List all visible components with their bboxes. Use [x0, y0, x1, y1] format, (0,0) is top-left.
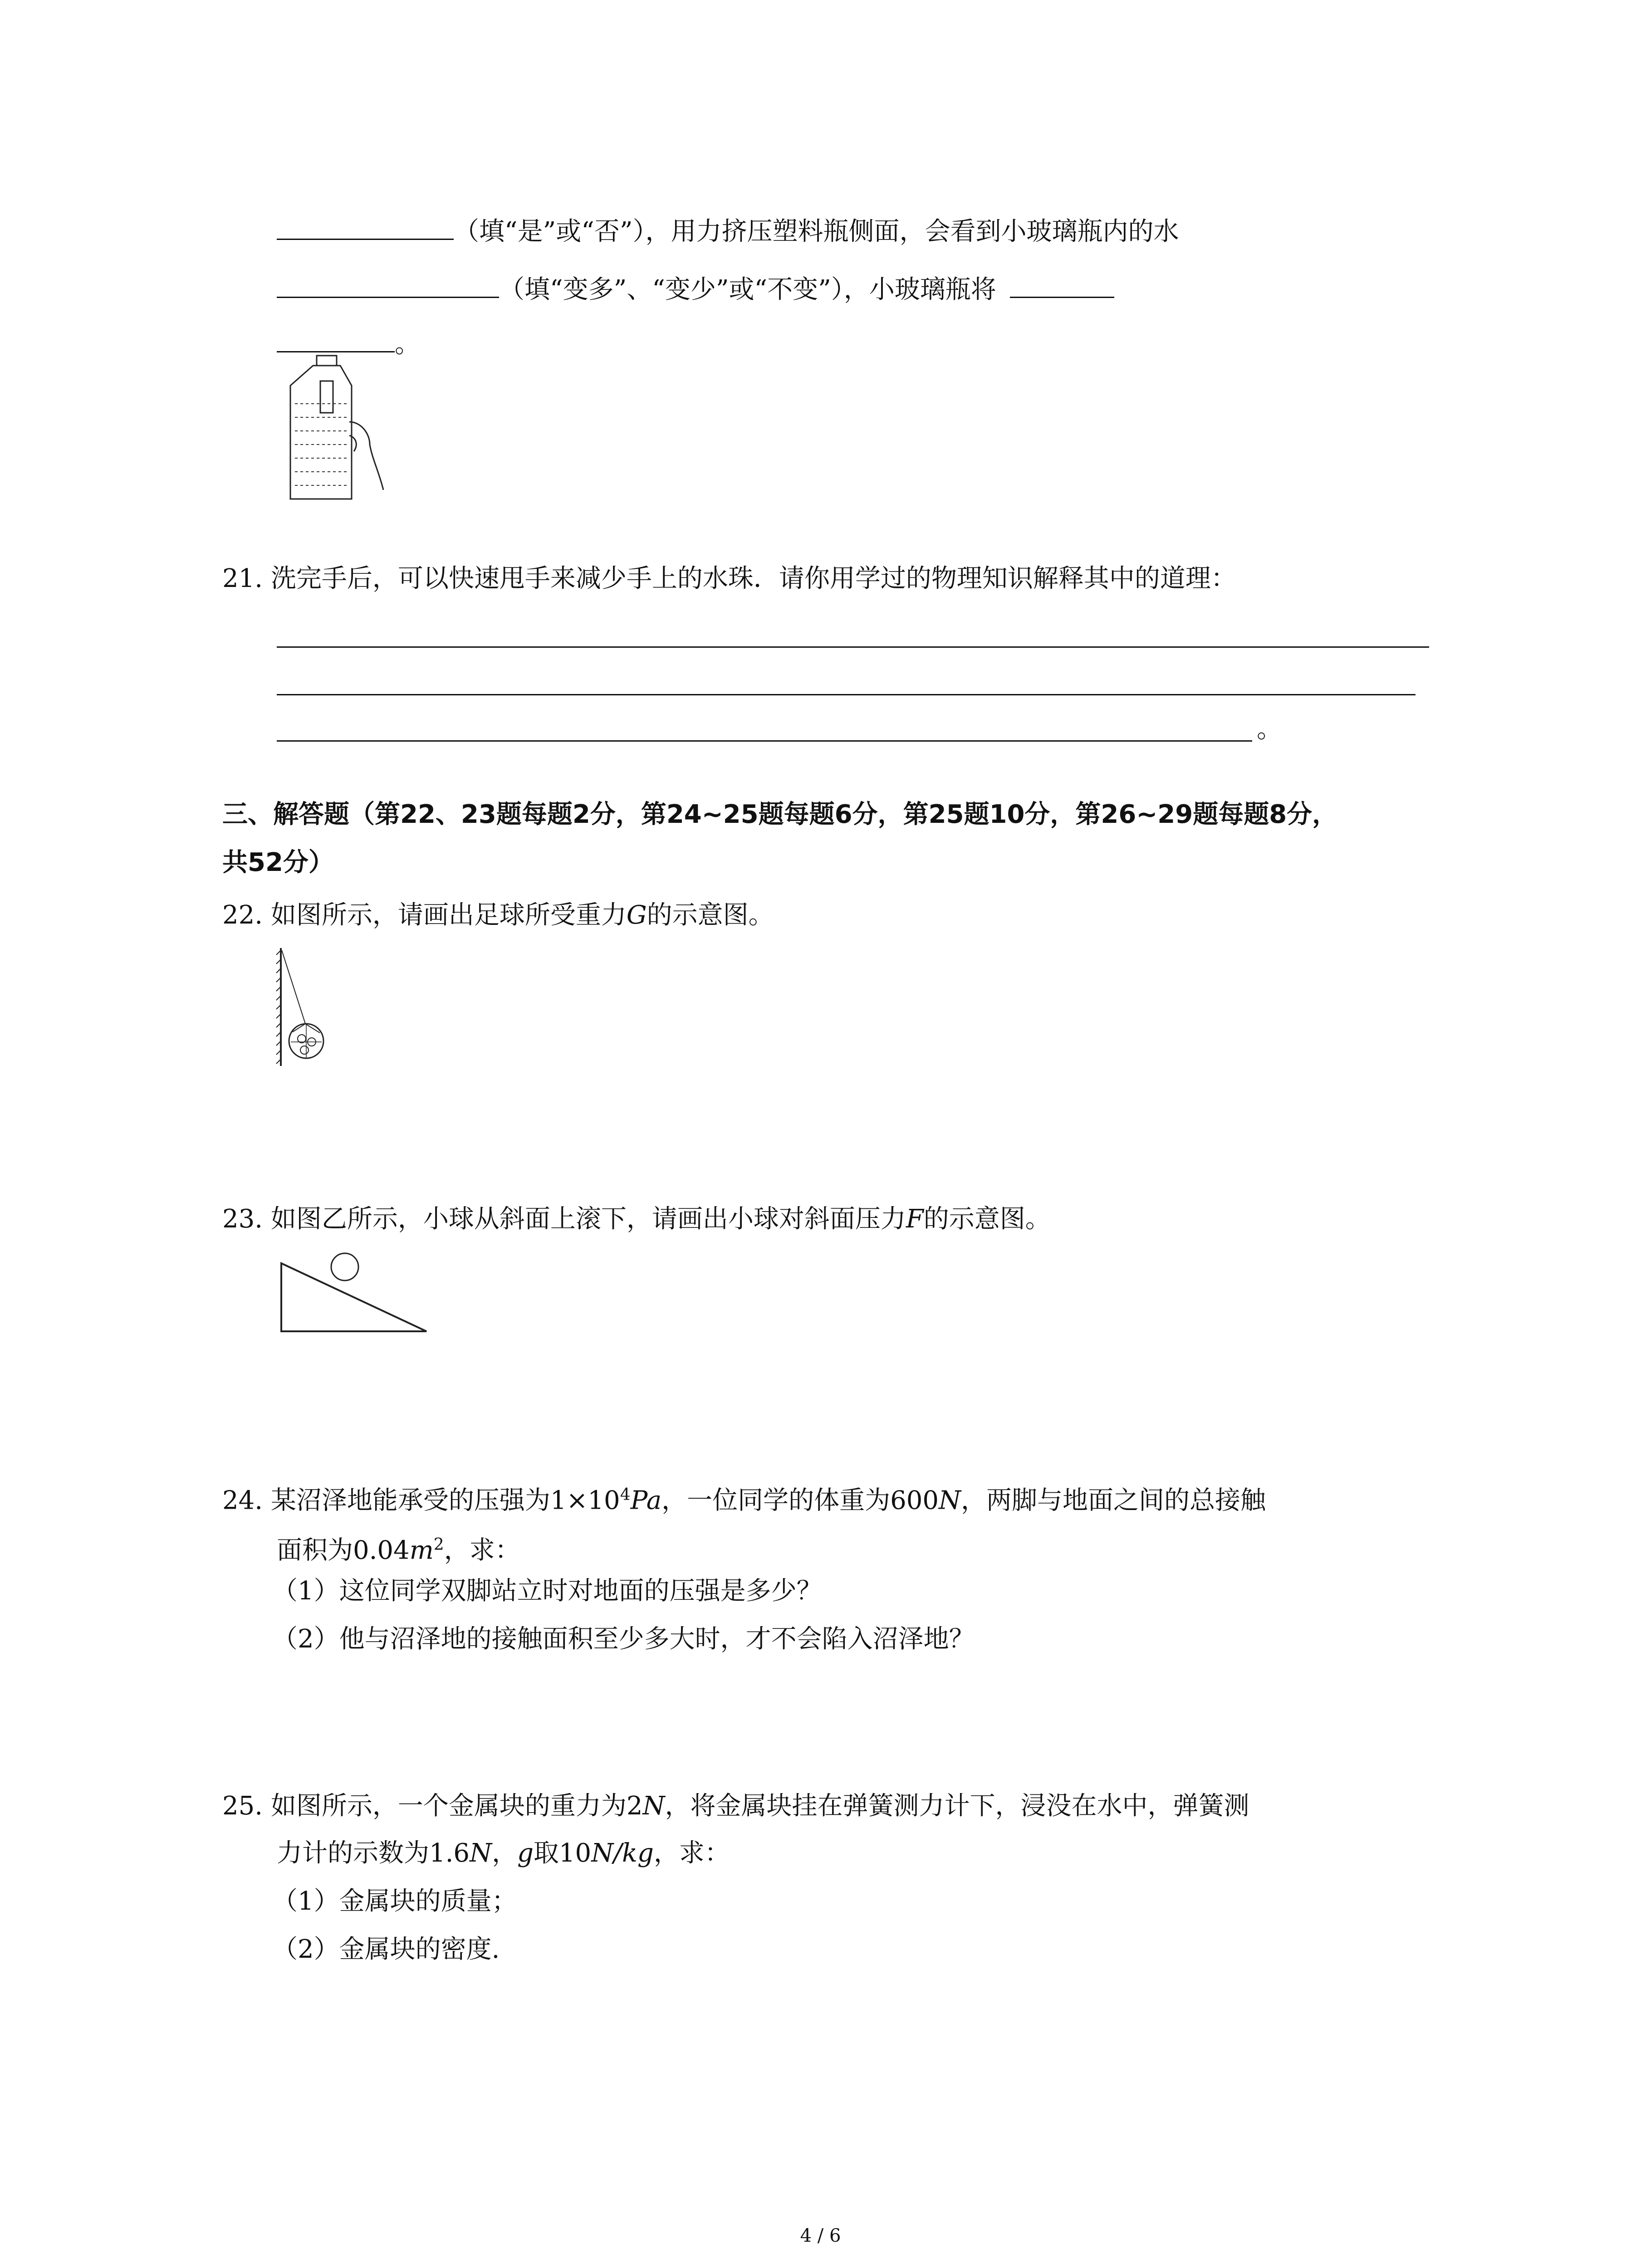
q21-number: 21. [222, 564, 263, 593]
q25-subquestion-2: （2）金属块的密度. [272, 1935, 500, 1964]
q25-unit-nkg: N/kg [591, 1838, 654, 1868]
q25-text-c: 力计的示数为1.6 [277, 1838, 470, 1868]
q24-subquestion-1: （1）这位同学双脚站立时对地面的压强是多少？ [272, 1576, 822, 1606]
q24-text-c: ，两脚与地面之间的总接触 [961, 1486, 1266, 1515]
q25-text-e: 取10 [533, 1838, 592, 1868]
q20-line2 [277, 271, 1114, 306]
q24-text-e: ，求： [444, 1535, 520, 1565]
page-number: 4 / 6 [800, 2225, 841, 2246]
q24-exponent: 4 [620, 1486, 631, 1504]
q25-text-b: ，将金属块挂在弹簧测力计下，浸没在水中，弹簧测 [665, 1791, 1249, 1821]
q22-number: 22. [222, 900, 263, 930]
q24-line2 [277, 1529, 520, 1567]
bottle-figure [281, 354, 386, 503]
q24-line1 [222, 1479, 1266, 1517]
q21-text: 洗完手后，可以快速甩手来减少手上的水珠．请你用学过的物理知识解释其中的道理： [270, 564, 1236, 593]
q25-subquestion-1: （1）金属块的质量； [272, 1887, 517, 1916]
q22-text-post: 的示意图。 [647, 900, 774, 930]
q25-unit-n: N [642, 1791, 665, 1821]
q20-line1-text: （填“是”或“否”），用力挤压塑料瓶侧面，会看到小玻璃瓶内的水 [454, 217, 1179, 246]
section3-heading-line2: 共52分） [222, 848, 334, 877]
q20-blank-2[interactable] [277, 271, 499, 298]
q24-unit-n: N [939, 1486, 961, 1515]
q25-text-d: ， [492, 1838, 518, 1868]
q25-text-a: 如图所示，一个金属块的重力为2 [270, 1791, 643, 1821]
q20-blank-4[interactable] [277, 326, 395, 352]
q24-text-d: 面积为0.04 [277, 1535, 410, 1565]
q24-text-a: 某沼泽地能承受的压强为1×10 [270, 1486, 620, 1515]
section3-heading-line1: 三、解答题（第22、23题每题2分，第24~25题每题6分，第25题10分，第26~29题每题8分， [222, 800, 1338, 829]
q20-blank-1[interactable] [277, 213, 454, 240]
q21-answer-line-3[interactable] [277, 740, 1252, 742]
q20-blank-3[interactable] [1010, 271, 1114, 298]
q25-unit-n-2: N [470, 1838, 492, 1868]
q24-unit-pa: Pa [630, 1486, 662, 1515]
q25-g-symbol: g [517, 1838, 534, 1868]
q23-number: 23. [222, 1204, 263, 1234]
q25-line1 [222, 1790, 1249, 1823]
q25-line2 [277, 1837, 730, 1870]
q23-question [222, 1203, 1051, 1236]
q20-line1 [277, 213, 1179, 248]
q21-answer-line-2[interactable] [277, 694, 1416, 695]
football-wall-figure [274, 946, 329, 1068]
q22-variable: G [626, 900, 647, 930]
q24-exponent-2: 2 [433, 1535, 444, 1554]
incline-ball-figure [277, 1250, 431, 1336]
q24-unit-m: m [409, 1535, 434, 1565]
q20-line2-text: （填“变多”、“变少”或“不变”），小玻璃瓶将 [499, 275, 996, 304]
q24-subquestion-2: （2）他与沼泽地的接触面积至少多大时，才不会陷入沼泽地？ [272, 1624, 975, 1654]
q24-number: 24. [222, 1486, 263, 1515]
q20-line3-end: 。 [395, 329, 420, 359]
q22-text-pre: 如图所示，请画出足球所受重力 [270, 900, 627, 930]
q23-text-pre: 如图乙所示，小球从斜面上滚下，请画出小球对斜面压力 [270, 1204, 906, 1234]
q22-question [222, 899, 774, 932]
q23-variable: F [906, 1204, 924, 1234]
q21-question [222, 562, 1236, 595]
q25-text-f: ，求： [653, 1838, 730, 1868]
q21-answer-line-1[interactable] [277, 646, 1429, 648]
q25-number: 25. [222, 1791, 263, 1821]
q23-text-post: 的示意图。 [923, 1204, 1051, 1234]
q24-text-b: ，一位同学的体重为600 [661, 1486, 939, 1515]
q21-end: 。 [1257, 714, 1282, 744]
